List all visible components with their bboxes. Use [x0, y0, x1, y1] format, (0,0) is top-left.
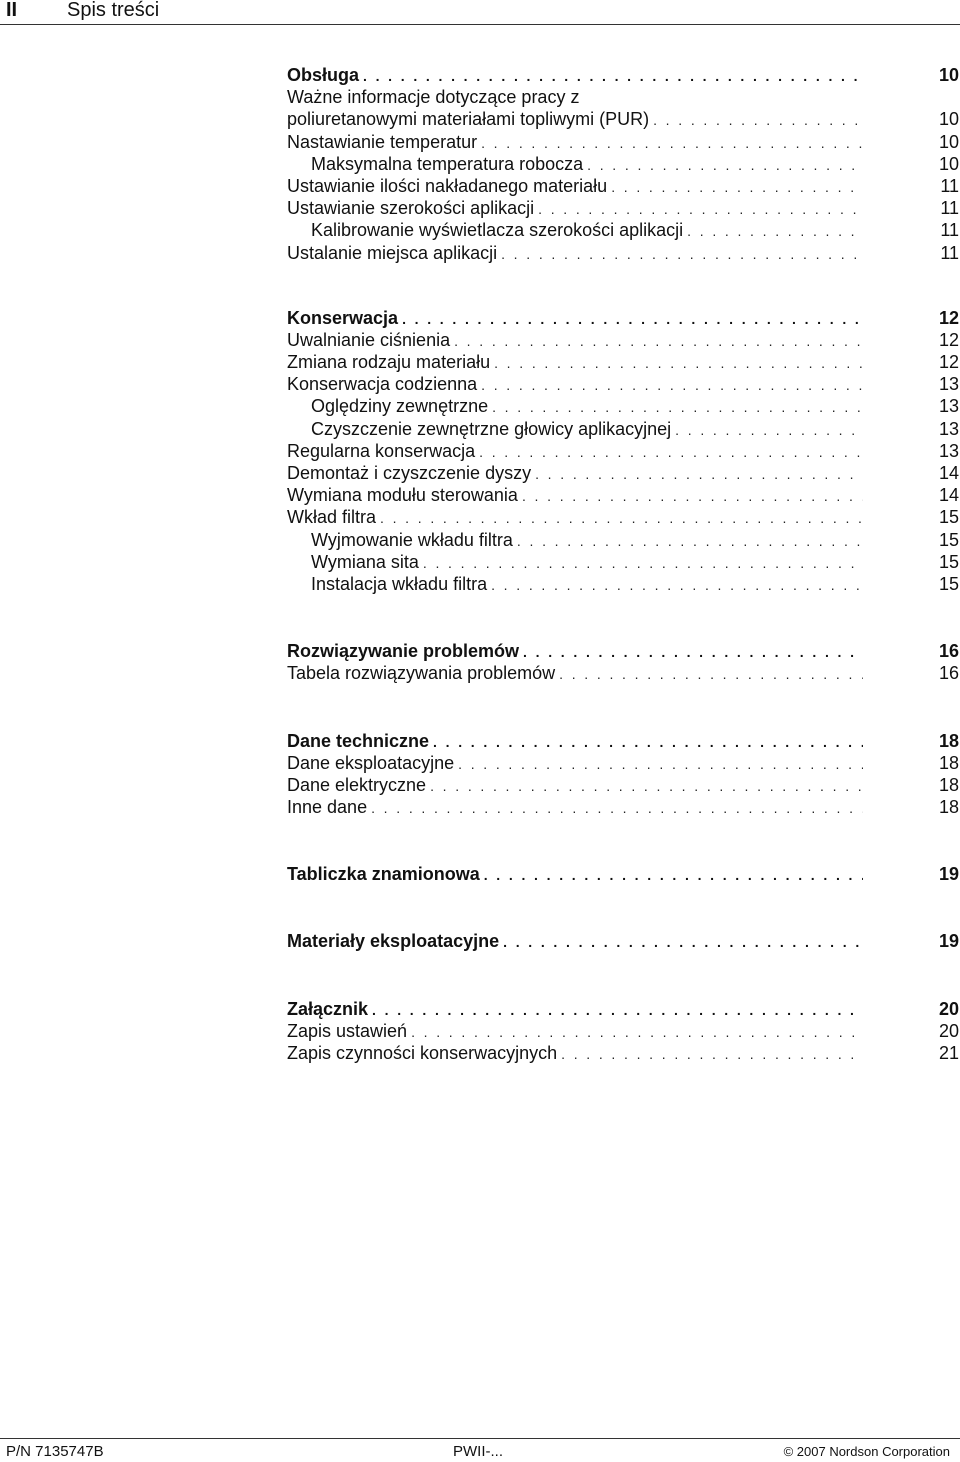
toc-chapter-entry[interactable] — [287, 307, 959, 329]
toc-entry-title: poliuretanowymi materiałami topliwymi (PUR) — [287, 109, 650, 130]
dot-leader — [371, 797, 863, 819]
dot-leader — [559, 663, 863, 685]
toc-entry-title: Konserwacja — [287, 307, 399, 328]
dot-leader — [653, 109, 863, 131]
toc-entry[interactable] — [287, 197, 959, 219]
toc-entry-page: 10 — [938, 131, 959, 152]
page-footer — [0, 1438, 960, 1462]
toc-entry[interactable] — [287, 484, 959, 506]
toc-chapter-entry[interactable] — [287, 863, 959, 885]
toc-entry-title: Ustalanie miejsca aplikacji — [287, 242, 498, 263]
toc-entry-title: Załącznik — [287, 998, 369, 1019]
toc-entry[interactable] — [287, 440, 959, 462]
toc-entry-page: 15 — [938, 551, 959, 572]
dot-leader — [675, 419, 863, 441]
toc-entry-page: 18 — [938, 797, 959, 818]
toc-entry-page: 16 — [938, 663, 959, 684]
toc-entry[interactable] — [287, 662, 959, 684]
toc-entry-page: 11 — [940, 175, 959, 196]
dot-leader — [522, 485, 863, 507]
dot-leader — [587, 154, 863, 176]
toc-entry-title: Zapis czynności konserwacyjnych — [287, 1043, 558, 1063]
dot-leader — [492, 396, 863, 418]
toc-entry-page: 14 — [938, 485, 959, 506]
toc-entry-title: Rozwiązywanie problemów — [287, 641, 520, 662]
toc-entry-title: Ustawianie ilości nakładanego materiału — [287, 175, 608, 196]
toc-section — [287, 730, 959, 819]
toc-entry-page: 10 — [938, 65, 959, 85]
toc-chapter-entry[interactable] — [287, 640, 959, 662]
toc-entry-title: Inne dane — [287, 797, 368, 818]
page-title: Spis treści — [67, 0, 160, 21]
toc-entry-title: Uwalnianie ciśnienia — [287, 329, 451, 350]
toc-entry-title: Kalibrowanie wyświetlacza szerokości aplikacji — [311, 220, 684, 241]
toc-entry-title: Wymiana sita — [311, 551, 419, 572]
part-number: P/N 7135747B — [6, 1443, 104, 1460]
toc-entry-page: 15 — [938, 507, 959, 528]
toc-entry-title: Konserwacja codzienna — [287, 374, 478, 395]
toc-entry-page: 13 — [938, 396, 959, 417]
toc-entry-page: 18 — [938, 730, 959, 751]
toc-entry-title: Wkład filtra — [287, 507, 377, 528]
toc-section — [287, 640, 959, 684]
toc-chapter-entry[interactable] — [287, 64, 959, 86]
toc-entry[interactable] — [287, 1042, 959, 1064]
toc-entry-page: 18 — [938, 774, 959, 795]
toc-entry[interactable] — [287, 418, 959, 440]
dot-leader — [523, 641, 863, 663]
dot-leader — [479, 441, 863, 463]
toc-entry-title: Oględziny zewnętrzne — [311, 396, 489, 417]
toc-section — [287, 998, 959, 1065]
toc-chapter-entry[interactable] — [287, 930, 959, 952]
toc-entry-title: Wymiana modułu sterowania — [287, 485, 518, 506]
toc-section — [287, 64, 959, 264]
toc-entry[interactable] — [287, 153, 959, 175]
dot-leader — [535, 463, 863, 485]
dot-leader — [501, 243, 863, 265]
dot-leader — [517, 530, 863, 552]
toc-entry-page: 11 — [940, 198, 959, 219]
toc-entry[interactable] — [287, 551, 959, 573]
toc-entry-title: Instalacja wkładu filtra — [311, 573, 488, 594]
dot-leader — [687, 220, 863, 242]
toc-entry-page: 12 — [938, 307, 959, 328]
toc-section — [287, 863, 959, 885]
toc-entry-page: 15 — [938, 529, 959, 550]
dot-leader — [433, 731, 863, 753]
dot-leader — [538, 198, 863, 220]
toc-section — [287, 930, 959, 952]
toc-entry-title: Czyszczenie zewnętrzne głowicy aplikacyjnej — [311, 418, 672, 439]
toc-entry[interactable] — [287, 796, 959, 818]
dot-leader — [411, 1021, 863, 1043]
dot-leader — [491, 574, 863, 596]
dot-leader — [481, 374, 863, 396]
dot-leader — [380, 507, 863, 529]
dot-leader — [402, 308, 863, 330]
toc-entry[interactable] — [287, 242, 959, 264]
toc-entry[interactable] — [287, 395, 959, 417]
dot-leader — [363, 65, 863, 87]
toc-entry-page: 19 — [938, 931, 959, 952]
dot-leader — [454, 330, 863, 352]
toc-entry[interactable] — [287, 351, 959, 373]
toc-entry-title: Dane eksploatacyjne — [287, 752, 455, 773]
toc-entry-title: Maksymalna temperatura robocza — [311, 153, 584, 174]
toc-entry-title: Nastawianie temperatur — [287, 131, 478, 152]
dot-leader — [458, 753, 863, 775]
toc-entry-page: 11 — [940, 220, 959, 241]
toc-entry[interactable] — [287, 774, 959, 796]
toc-entry-page: 10 — [938, 153, 959, 174]
toc-entry[interactable] — [287, 219, 959, 241]
dot-leader — [494, 352, 863, 374]
dot-leader — [372, 999, 863, 1021]
toc-entry-title: Dane techniczne — [287, 730, 430, 751]
toc-entry-page: 13 — [938, 440, 959, 461]
toc-entry-title: Tabliczka znamionowa — [287, 864, 480, 885]
dot-leader — [503, 931, 863, 953]
copyright: © 2007 Nordson Corporation — [783, 1444, 950, 1459]
toc-entry-page: 15 — [938, 573, 959, 594]
toc-entry-title: Zmiana rodzaju materiału — [287, 352, 491, 373]
toc-entry-page: 19 — [938, 864, 959, 885]
toc-entry-title: Ustawianie szerokości aplikacji — [287, 198, 535, 219]
toc-entry-title: Materiały eksploatacyjne — [287, 931, 500, 952]
toc-entry-page: 14 — [938, 463, 959, 483]
toc-entry[interactable] — [287, 329, 959, 351]
toc-entry-page: 16 — [938, 641, 959, 662]
toc-entry-title: Regularna konserwacja — [287, 440, 476, 461]
toc-entry[interactable] — [287, 108, 959, 130]
toc-entry[interactable] — [287, 462, 959, 484]
page-header — [0, 0, 960, 25]
dot-leader — [481, 132, 863, 154]
toc-entry-page: 20 — [938, 998, 959, 1019]
toc-chapter-entry[interactable] — [287, 730, 959, 752]
toc-entry[interactable] — [287, 529, 959, 551]
dot-leader — [423, 552, 863, 574]
dot-leader — [611, 176, 863, 198]
table-of-contents — [287, 64, 959, 1064]
toc-entry-page: 18 — [938, 752, 959, 773]
toc-entry-page: 11 — [940, 242, 959, 263]
toc-entry[interactable] — [287, 1020, 959, 1042]
toc-entry-title: Tabela rozwiązywania problemów — [287, 663, 556, 684]
toc-entry[interactable] — [287, 752, 959, 774]
toc-entry-page: 13 — [938, 418, 959, 439]
page-code: PWII-... — [453, 1443, 503, 1460]
dot-leader — [561, 1043, 863, 1065]
toc-entry-page: 10 — [938, 109, 959, 130]
toc-entry-title: Zapis ustawień — [287, 1020, 408, 1041]
toc-entry[interactable] — [287, 175, 959, 197]
toc-entry[interactable] — [287, 506, 959, 528]
toc-entry[interactable] — [287, 573, 959, 595]
toc-entry-page: 12 — [938, 352, 959, 373]
toc-entry[interactable] — [287, 131, 959, 153]
dot-leader — [484, 864, 863, 886]
toc-entry-page: 21 — [938, 1043, 959, 1063]
toc-entry-page: 20 — [938, 1020, 959, 1041]
toc-entry-title: Obsługa — [287, 65, 360, 85]
toc-entry-page: 12 — [938, 329, 959, 350]
page-number: II — [6, 0, 18, 21]
dot-leader — [430, 775, 863, 797]
toc-chapter-entry[interactable] — [287, 998, 959, 1020]
toc-entry-title: Dane elektryczne — [287, 774, 427, 795]
toc-section — [287, 307, 959, 595]
toc-entry-page: 13 — [938, 374, 959, 395]
toc-entry-title-line: Ważne informacje dotyczące pracy z — [287, 87, 580, 108]
toc-entry-title: Wyjmowanie wkładu filtra — [311, 529, 513, 550]
toc-entry-title: Demontaż i czyszczenie dyszy — [287, 463, 532, 483]
toc-entry[interactable] — [287, 373, 959, 395]
